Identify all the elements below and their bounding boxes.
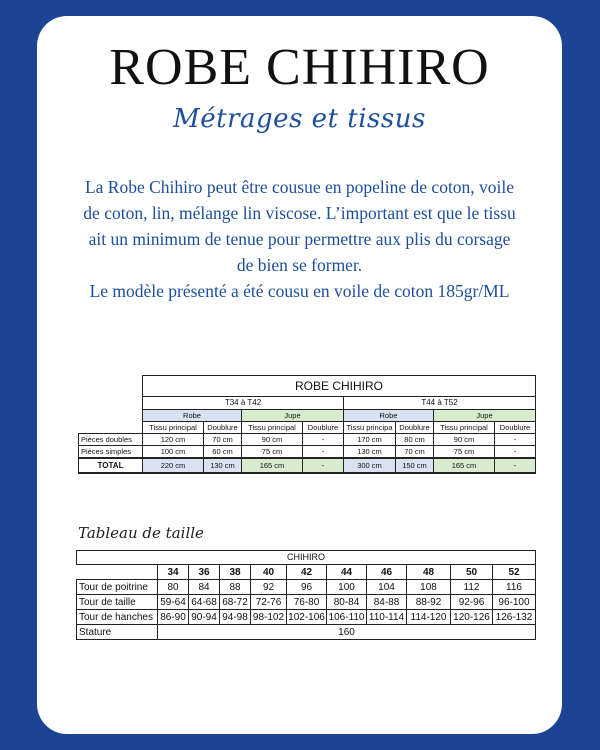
fabric-cell: - [303,434,344,446]
fabric-table [78,375,536,474]
fabric-column-header: Tissu principa [344,422,396,434]
size-row-label: Tour de taille [77,595,158,610]
size-cell: 126-132 [493,610,536,625]
size-header: 46 [367,565,407,580]
size-cell: 110-114 [367,610,407,625]
fabric-cell: 70 cm [396,446,434,459]
intro-line: ait un minimum de tenue pour permettre aux plis du corsage [88,229,511,249]
fabric-cell: 70 cm [204,434,242,446]
fabric-row [79,446,536,459]
size-cell: 88-92 [407,595,451,610]
size-cell: 84-88 [367,595,407,610]
size-header: 44 [327,565,367,580]
fabric-group-header: Robe [344,410,434,422]
fabric-cell: - [495,446,536,459]
fabric-column-header: Doublure [303,422,344,434]
fabric-column-header: Doublure [204,422,242,434]
size-row [77,610,536,625]
stature-value: 160 [158,625,536,640]
content-card [37,16,562,734]
intro-line: Le modèle présenté a été cousu en voile de coton 185gr/ML [89,281,510,301]
fabric-range-header: T44 à T52 [344,397,536,410]
intro-line: La Robe Chihiro peut être cousue en popeline de coton, voile [84,177,515,197]
size-cell: 80 [158,580,189,595]
size-row [77,580,536,595]
size-cell: 102-106 [288,611,325,623]
fabric-row-label: Pièces simples [79,446,143,459]
fabric-cell: - [495,434,536,446]
size-cell: 72-76 [251,595,287,610]
fabric-column-header: Tissu principal [242,422,303,434]
size-row-label: Tour de poitrine [77,580,158,595]
size-header: 34 [158,565,189,580]
size-header: 52 [493,565,536,580]
fabric-cell: 60 cm [204,446,242,459]
fabric-total-row [79,458,536,473]
fabric-total-cell: - [495,458,536,473]
fabric-row-label: Pièces doubles [79,434,143,446]
size-cell: 94-98 [220,610,251,625]
size-cell: 92 [251,580,287,595]
page-title: ROBE CHIHIRO [109,39,490,96]
fabric-group-header: Robe [143,410,242,422]
fabric-column-header: Doublure [396,422,434,434]
intro-line: de bien se former. [236,255,363,275]
size-cell: 68-72 [220,595,251,610]
fabric-column-header: Doublure [495,422,536,434]
size-cell: 88 [220,580,251,595]
size-row-label: Tour de hanches [77,610,158,625]
size-cell: 80-84 [327,595,367,610]
size-cell: 120-126 [451,610,493,625]
fabric-cell: 120 cm [143,434,204,446]
fabric-total-cell: 130 cm [204,458,242,473]
fabric-table-corner [79,410,143,422]
size-cell: 114-120 [407,610,451,625]
fabric-cell: 75 cm [242,446,303,459]
size-header: 36 [189,565,220,580]
size-cell: 116 [493,580,536,595]
fabric-range-header: T34 à T42 [143,397,344,410]
fabric-total-cell: 300 cm [344,458,396,473]
stature-label: Stature [77,625,158,640]
size-cell: 76-80 [287,595,327,610]
fabric-cell: 130 cm [344,446,396,459]
size-cell: 59-64 [158,595,189,610]
size-cell: 106-110 [327,610,367,625]
fabric-table-corner [79,422,143,434]
fabric-cell: 75 cm [434,446,495,459]
size-header: 42 [287,565,327,580]
fabric-total-label: TOTAL [79,458,143,473]
size-cell: 92-96 [451,595,493,610]
size-cell: 112 [451,580,493,595]
size-cell: 96-100 [493,595,536,610]
fabric-group-header: Jupe [242,410,344,422]
size-cell: 84 [189,580,220,595]
size-cell: 108 [407,580,451,595]
size-table-title: CHIHIRO [77,551,536,565]
fabric-cell: 90 cm [434,434,495,446]
size-header: 38 [220,565,251,580]
size-cell: 90-94 [189,610,220,625]
size-table-corner [77,565,158,580]
stature-row [77,625,536,640]
fabric-cell: - [303,446,344,459]
size-header: 50 [451,565,493,580]
fabric-total-cell: 220 cm [143,458,204,473]
fabric-cell: 80 cm [396,434,434,446]
size-cell: 86-90 [158,610,189,625]
size-cell: 64-68 [189,595,220,610]
fabric-cell: 170 cm [344,434,396,446]
size-cell: 104 [367,580,407,595]
size-cell: 96 [287,580,327,595]
size-section-title: Tableau de taille [78,524,204,542]
size-table [76,550,536,640]
fabric-total-cell: 150 cm [396,458,434,473]
size-cell: 98-102 [251,610,287,625]
fabric-row [79,434,536,446]
fabric-column-header: Tissu principal [434,422,495,434]
page-subtitle: Métrages et tissus [173,104,426,134]
fabric-table-title: ROBE CHIHIRO [143,376,536,397]
size-row [77,595,536,610]
fabric-table-corner [79,376,143,397]
fabric-table-corner [79,397,143,410]
intro-text [51,174,548,304]
fabric-total-cell: 165 cm [242,458,303,473]
intro-line: de coton, lin, mélange lin viscose. L’important est que le tissu [83,203,516,223]
fabric-cell: 100 cm [143,446,204,459]
fabric-total-cell: - [303,458,344,473]
fabric-group-header: Jupe [434,410,536,422]
size-header: 40 [251,565,287,580]
size-header: 48 [407,565,451,580]
fabric-total-cell: 165 cm [434,458,495,473]
fabric-cell: 90 cm [242,434,303,446]
size-cell: 100 [327,580,367,595]
fabric-column-header: Tissu principal [143,422,204,434]
